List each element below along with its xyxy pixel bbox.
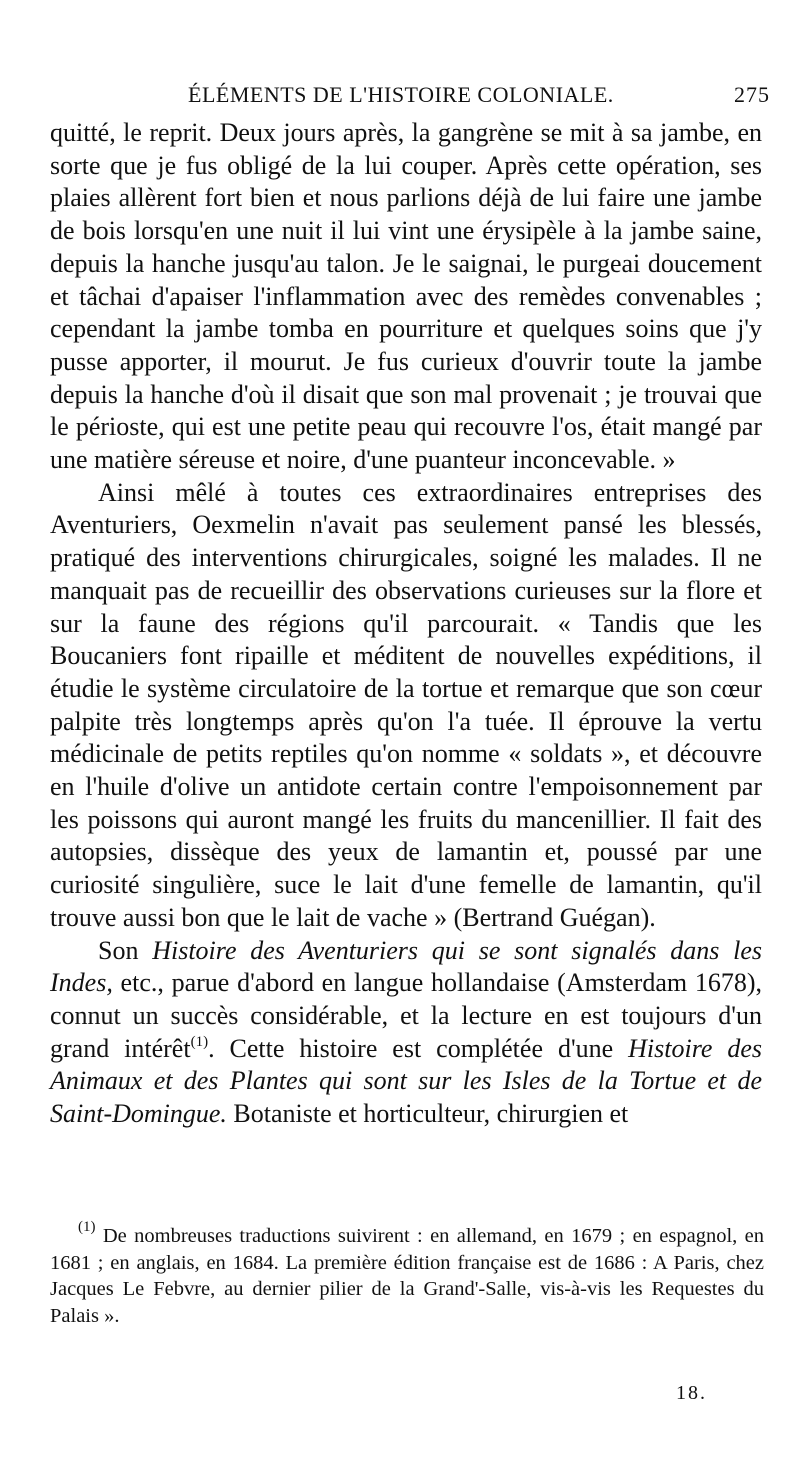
footnote-text: De nombreuses traductions suivirent : en allemand, en 1679 ; en espagnol, en 1681 ; en anglais, en 1684. La première édition française est de 1686 : A Paris, chez Jacques Le Febvre, au dernier pilier de la Grand'-Salle, vis-à-vis les Requestes du Palais ». [50,1225,764,1327]
footnote-mark: (1) [78,1219,96,1235]
running-header [50,82,770,108]
paragraph-3-text-c: . Cette histoire est complétée d'une [208,1033,629,1063]
page-number: 275 [734,82,770,107]
footnote-reference: (1) [190,1033,209,1050]
book-title-histoire-animaux: Histoire des Animaux et des Plantes qui sont sur les Isles de la Tortue et de Saint-Domingue. [50,1033,763,1129]
signature-mark: 18. [676,1382,707,1404]
footnotes [50,1219,764,1329]
paragraph-1: quitté, le reprit. Deux jours après, la gangrène se mit à sa jambe, en sorte que je fus obligé de la lui couper. Après cette opération, ses plaies allèrent fort bien et nous parlions déjà de lui faire une jambe de bois lorsqu'en une nuit il lui vint une érysipèle à la jambe saine, depuis la hanche jusqu'au talon. Je le saignai, le purgeai doucement et tâchai d'apaiser l'inflammation avec des remèdes convenables ; cependant la jambe tomba en pourriture et quelques soins que j'y pusse apporter, il mourut. Je fus curieux d'ouvrir toute la jambe depuis la hanche d'où il disait que son mal provenait ; je trouvai que le périoste, qui est une petite peau qui recouvre l'os, était mangé par une matière séreuse et noire, d'une puanteur inconcevable. » [50,118,762,475]
paragraph-3-text-a: Son [98,935,153,965]
paragraph-3 [50,935,762,1131]
book-title-histoire-aventuriers: Histoire des Aventuriers qui se sont signalés dans les Indes, [50,935,762,998]
running-title: ÉLÉMENTS DE L'HISTOIRE COLONIALE. [188,82,614,107]
paragraph-3-text-d: Botaniste et horticulteur, chirurgien et [226,1099,629,1129]
body-text [50,117,762,1131]
footnote-1 [50,1219,764,1329]
paragraph-3-text-b: etc., parue d'abord en langue hollandaise (Amsterdam 1678), connut un succès considérable, et la lecture en est toujours d'un grand intérêt [50,968,762,1063]
paragraph-2: Ainsi mêlé à toutes ces extraordinaires entreprises des Aventuriers, Oexmelin n'avait pas seulement pansé les blessés, pratiqué des interventions chirurgicales, soigné les malades. Il ne manquait pas de recueillir des observations curieuses sur la flore et sur la faune des régions qu'il parcourait. « Tandis que les Boucaniers font ripaille et méditent de nouvelles expéditions, il étudie le système circulatoire de la tortue et remarque que son cœur palpite très longtemps après qu'on l'a tuée. Il éprouve la vertu médicinale de petits reptiles qu'on nomme « soldats », et découvre en l'huile d'olive un antidote certain contre l'empoisonnement par les poissons qui auront mangé les fruits du mancenillier. Il fait des autopsies, dissèque des yeux de lamantin et, poussé par une curiosité singulière, suce le lait d'une femelle de lamantin, qu'il trouve aussi bon que le lait de vache » (Bertrand Guégan). [50,477,762,932]
